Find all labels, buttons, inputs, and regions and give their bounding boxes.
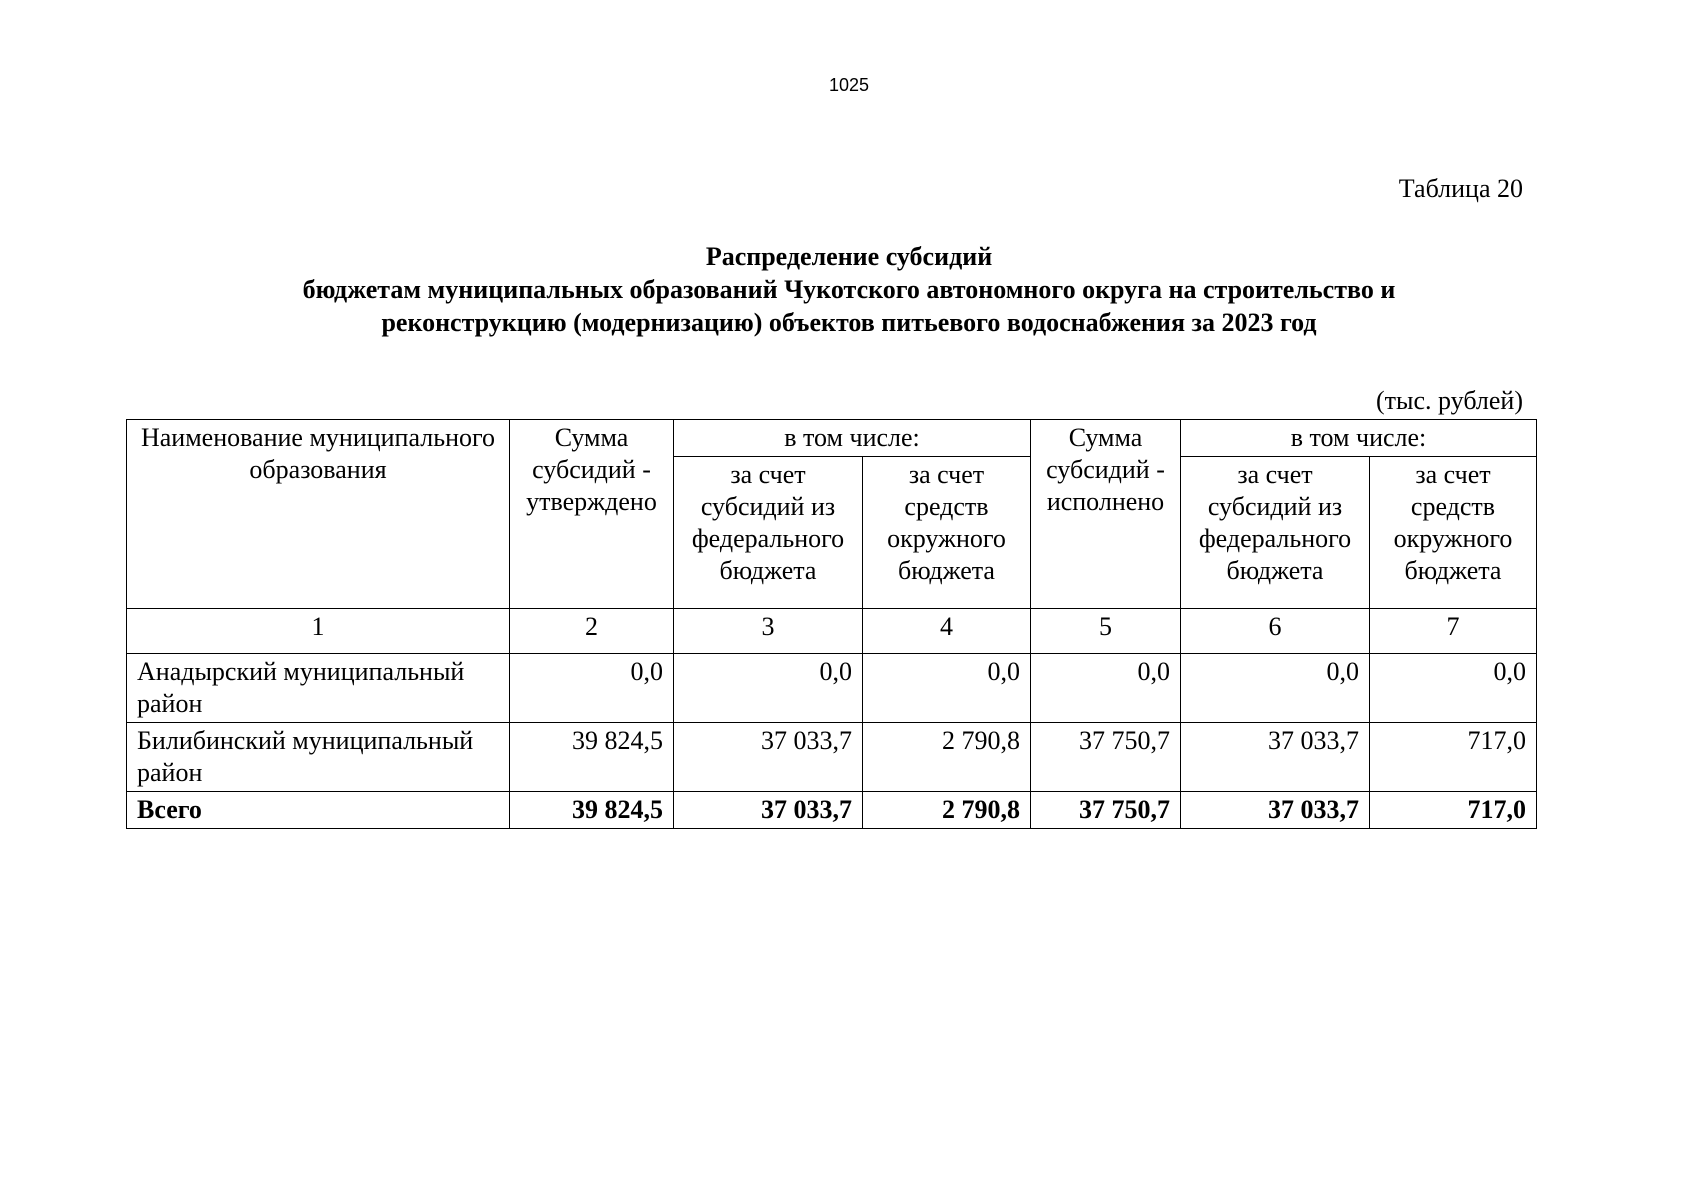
cell-sum-executed: 0,0: [1031, 654, 1181, 723]
row-name: Билибинский муниципальный район: [127, 723, 510, 792]
table-row: [127, 723, 1537, 792]
header-sum-approved: Сумма субсидий - утверждено: [510, 420, 674, 609]
column-number-row: [127, 609, 1537, 654]
total-sum-executed: 37 750,7: [1031, 792, 1181, 829]
column-number: 1: [127, 609, 510, 654]
table-label: Таблица 20: [1398, 174, 1523, 203]
column-number: 2: [510, 609, 674, 654]
header-federal-executed: за счет субсидий из федерального бюджета: [1181, 457, 1370, 609]
title-line-1: Распределение субсидий: [705, 242, 993, 271]
table-row: [127, 654, 1537, 723]
cell-sum-approved: 39 824,5: [510, 723, 674, 792]
row-name: Анадырский муниципальный район: [127, 654, 510, 723]
subsidy-table: [126, 419, 1537, 829]
column-number: 6: [1181, 609, 1370, 654]
cell-district-executed: 0,0: [1370, 654, 1537, 723]
header-sum-executed: Сумма субсидий - исполнено: [1031, 420, 1181, 609]
header-including-approved: в том числе:: [674, 420, 1031, 457]
header-district-executed: за счет средств окружного бюджета: [1370, 457, 1537, 609]
total-label: Всего: [127, 792, 510, 829]
header-federal-approved: за счет субсидий из федерального бюджета: [674, 457, 863, 609]
column-number: 3: [674, 609, 863, 654]
title-line-3: реконструкцию (модернизацию) объектов питьевого водоснабжения за 2023 год: [381, 308, 1317, 337]
total-sum-approved: 39 824,5: [510, 792, 674, 829]
document-title: [0, 240, 1698, 339]
total-district-executed: 717,0: [1370, 792, 1537, 829]
header-name: Наименование муниципального образования: [127, 420, 510, 609]
cell-federal-executed: 37 033,7: [1181, 723, 1370, 792]
cell-sum-executed: 37 750,7: [1031, 723, 1181, 792]
page-number: 1025: [828, 75, 870, 95]
header-including-executed: в том числе:: [1181, 420, 1537, 457]
total-row: [127, 792, 1537, 829]
column-number: 7: [1370, 609, 1537, 654]
cell-federal-executed: 0,0: [1181, 654, 1370, 723]
cell-federal-approved: 0,0: [674, 654, 863, 723]
cell-district-executed: 717,0: [1370, 723, 1537, 792]
total-district-approved: 2 790,8: [863, 792, 1031, 829]
cell-federal-approved: 37 033,7: [674, 723, 863, 792]
column-number: 5: [1031, 609, 1181, 654]
cell-sum-approved: 0,0: [510, 654, 674, 723]
column-number: 4: [863, 609, 1031, 654]
total-federal-executed: 37 033,7: [1181, 792, 1370, 829]
cell-district-approved: 0,0: [863, 654, 1031, 723]
total-federal-approved: 37 033,7: [674, 792, 863, 829]
header-district-approved: за счет средств окружного бюджета: [863, 457, 1031, 609]
units-label: (тыс. рублей): [1375, 386, 1523, 415]
cell-district-approved: 2 790,8: [863, 723, 1031, 792]
title-line-2: бюджетам муниципальных образований Чукотского автономного округа на строительство и: [302, 275, 1396, 304]
